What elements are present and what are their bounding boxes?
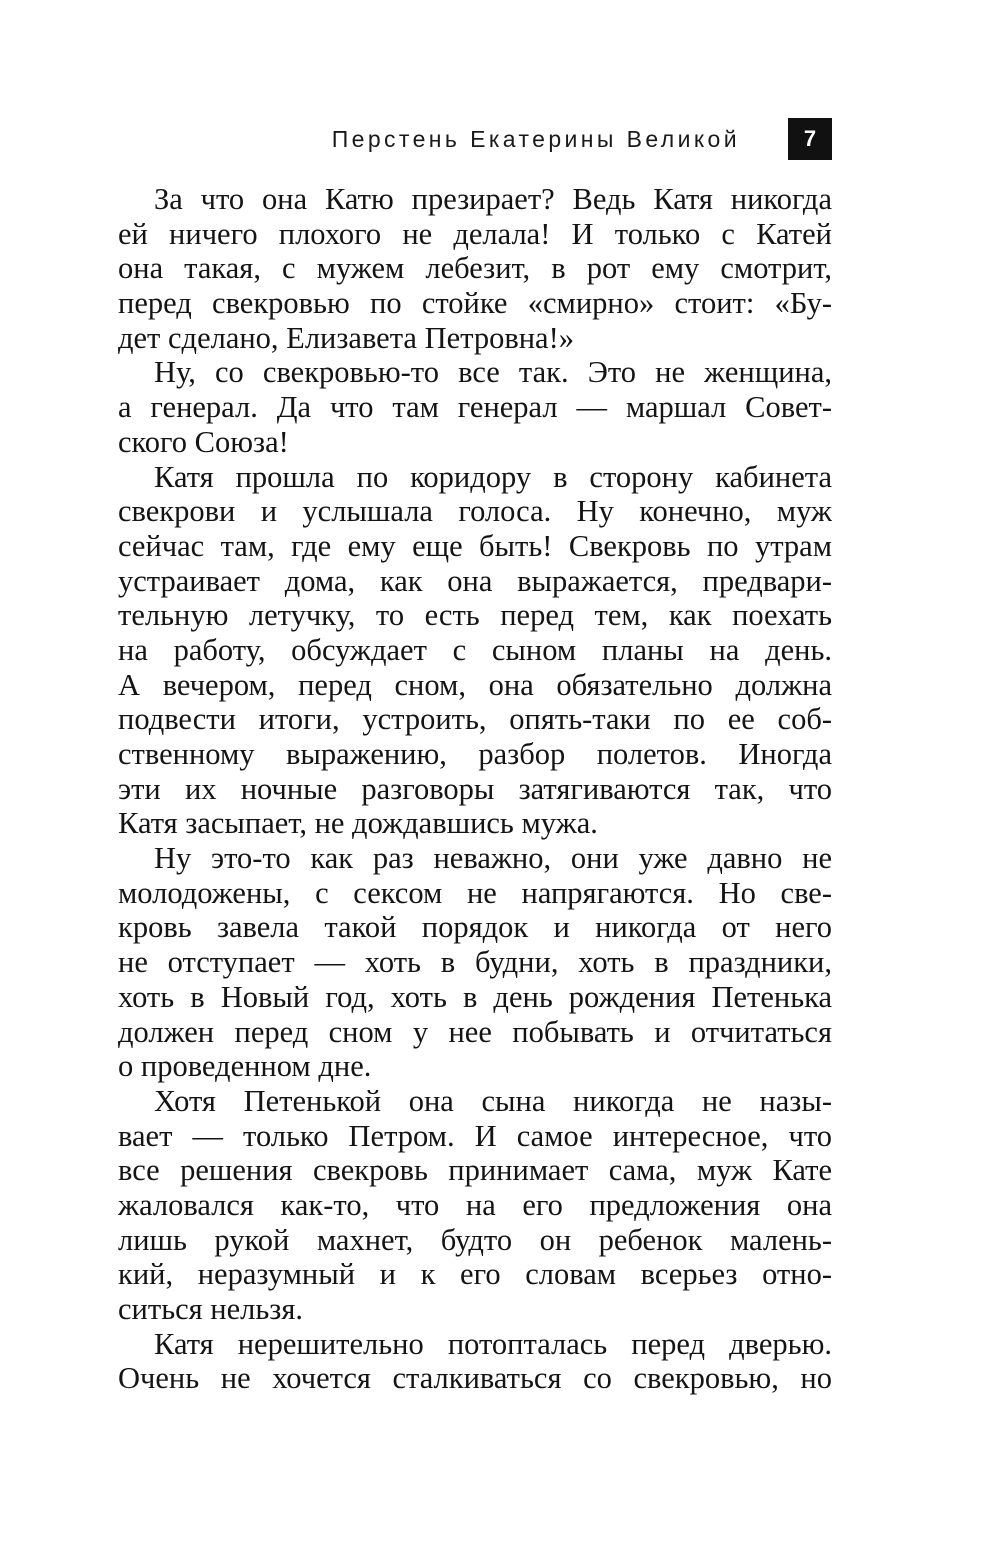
text-line: Катя прошла по коридору в сторону кабинета [154,459,832,494]
text-line: ственному выражению, разбор полетов. Иногда [118,737,832,771]
text-line: ситься нельзя. [118,1292,303,1326]
text-line: лишь рукой махнет, будто он ребенок малень- [118,1222,832,1257]
text-line: Ну это-то как раз неважно, они уже давно не [154,841,832,876]
paragraph [118,460,832,842]
text-line: хоть в Новый год, хоть в день рождения Петенька [118,979,832,1014]
text-line: Ну, со свекровью-то все так. Это не женщина, [154,355,832,390]
body-text [118,182,832,1396]
text-line: А вечером, перед сном, она обязательно должна [118,667,832,702]
paragraph [118,355,832,459]
text-line: перед свекровью по стойке «смирно» стоит: «Бу- [118,286,832,321]
text-line: эти их ночные разговоры затягиваются так, что [118,771,832,806]
text-line: а генерал. Да что там генерал — маршал Совет- [118,390,832,425]
running-head [118,118,832,160]
text-line: Катя нерешительно потопталась перед дверью. [154,1326,832,1361]
page-number-badge [788,118,832,160]
text-line: на работу, обсуждает с сыном планы на день. [118,632,832,667]
text-line: сейчас там, где ему еще быть! Свекровь по утрам [118,528,832,563]
text-line: все решения свекровь принимает сама, муж Кате [118,1153,832,1188]
text-line: жаловался как-то, что на его предложения она [118,1187,832,1222]
text-line: молодожены, с сексом не напрягаются. Но све- [118,875,832,910]
text-line: свекрови и услышала голоса. Ну конечно, муж [118,494,832,529]
page-number: 7 [803,126,817,151]
text-line: должен перед сном у нее побывать и отчитаться [118,1014,832,1049]
text-line: ского Союза! [118,424,289,459]
text-line: вает — только Петром. И самое интересное, что [118,1118,832,1153]
paragraph [118,1084,832,1327]
text-line: кий, неразумный и к его словам всерьез отно- [118,1257,832,1292]
text-line: она такая, с мужем лебезит, в рот ему смотрит, [118,251,832,286]
text-line: о проведенном дне. [118,1049,372,1084]
paragraph [118,1327,832,1396]
text-line: Хотя Петенькой она сына никогда не назы- [154,1083,832,1118]
text-line: дет сделано, Елизавета Петровна!» [118,320,574,355]
text-line: Очень не хочется сталкиваться со свекровью, но [118,1361,832,1396]
text-line: устраивает дома, как она выражается, предвари- [118,563,832,598]
text-line: тельную летучку, то есть перед тем, как поехать [118,598,832,633]
paragraph [118,841,832,1084]
running-title: Перстень Екатерины Великой [331,126,740,152]
text-line: За что она Катю презирает? Ведь Катя никогда [154,182,832,216]
text-line: кровь завела такой порядок и никогда от него [118,910,832,945]
text-line: подвести итоги, устроить, опять-таки по ее соб- [118,702,832,737]
text-line: ей ничего плохого не делала! И только с Катей [118,216,832,251]
paragraph [118,182,832,355]
text-line: не отступает — хоть в будни, хоть в праздники, [118,945,832,980]
text-line: Катя засыпает, не дождавшись мужа. [118,806,598,841]
